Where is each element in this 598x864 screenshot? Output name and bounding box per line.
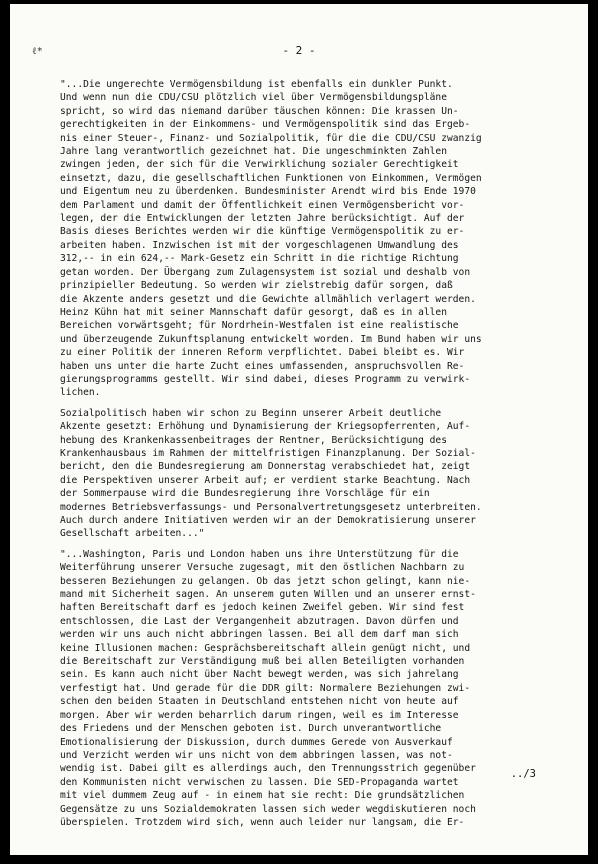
text-line: bericht, den die Bundesregierung am Donnerstag verabschiedet hat, zeigt [60, 461, 471, 473]
text-line: Sozialpolitisch haben wir schon zu Beginn unserer Arbeit deutliche [60, 407, 442, 419]
text-line: zwingen jeden, der sich für die Verwirklichung sozialer Gerechtigkeit [60, 159, 459, 171]
text-line: zu einer Politik der inneren Reform verpflichtet. Dabei bleibt es. Wir [60, 347, 465, 359]
corner-mark: ℓ* [32, 46, 43, 57]
text-line: wendig ist. Dabei gilt es allerdings auch, den Trennungsstrich gegenüber [60, 763, 476, 775]
text-line: dem Parlament und damit der Öffentlichkeit einen Vermögensbericht vor- [60, 199, 465, 211]
text-line: Gesellschaft arbeiten..." [60, 528, 205, 540]
text-line: lichen. [60, 387, 101, 399]
text-line: hebung des Krankenkassenbeitrages der Rentner, Berücksichtigung des [60, 434, 447, 446]
text-line: besseren Beziehungen zu gelangen. Ob das jetzt schon gelingt, kann nie- [60, 575, 471, 587]
page-number: - 2 - [282, 44, 316, 57]
text-line: mit viel dummem Zeug auf - in einem hat sie recht: Die grundsätzlichen [60, 790, 465, 802]
text-line: Auch durch andere Initiativen werden wir an der Demokratisierung unserer [60, 515, 476, 526]
text-line: 312,-- in ein 624,-- Mark-Gesetz ein Schritt in die richtige Richtung [60, 253, 459, 265]
text-line: nis einer Steuer-, Finanz- und Sozialpolitik, für die die CDU/CSU zwanzig [60, 132, 482, 144]
text-line: Akzente gesetzt: Erhöhung und Dynamisierung der Kriegsopferrenten, Auf- [60, 421, 471, 433]
text-line: Weiterführung unserer Versuche zugesagt, mit den östlichen Nachbarn zu [60, 562, 465, 574]
text-line: und Verzicht werden wir uns nicht von dem abbringen lassen, was not- [60, 749, 453, 761]
text-line: modernes Betriebsverfassungs- und Personalvertretungsgesetz unterbreiten. [60, 501, 482, 513]
text-line: keine Illusionen machen: Gesprächsbereitschaft allein genügt nicht, und [60, 642, 471, 654]
text-line: Emotionalisierung der Diskussion, durch dummes Gerede von Ausverkauf [60, 736, 453, 748]
text-line: gierungsprogramms gestellt. Wir sind dabei, dieses Programm zu verwirk- [60, 373, 471, 385]
text-line: Gegensätze zu uns Sozialdemokraten lassen sich weder wegdiskutieren noch [60, 803, 476, 815]
text-line: legen, der die Entwicklungen der letzten Jahre berücksichtigt. Auf der [60, 213, 465, 225]
paragraph-social-policy [60, 407, 580, 541]
text-line: spricht, so wird das niemand darüber täuschen können: Die krassen Un- [60, 105, 459, 117]
text-line: überspielen. Trotzdem wird sich, wenn auch leider nur langsam, die Er- [60, 816, 465, 828]
text-line: getan worden. Der Übergang zum Zulagensystem ist sozial und deshalb von [60, 266, 471, 278]
text-line: werden wir uns auch nicht abbringen lassen. Bei all dem darf man sich [60, 629, 459, 641]
text-line: die Perspektiven unserer Arbeit auf; er verdient starke Beachtung. Nach [60, 474, 471, 486]
text-line: Und wenn nun die CDU/CSU plötzlich viel über Vermögensbildungspläne [60, 92, 447, 104]
text-line: Krankenhausbaus im Rahmen der mittelfristigen Finanzplanung. Der Sozial- [60, 447, 476, 459]
continuation-marker: ../3 [510, 768, 536, 780]
paragraph-property-formation [60, 78, 580, 400]
text-line: die Bereitschaft zur Verständigung muß bei allen Beteiligten vorhanden [60, 656, 465, 668]
text-line: verfestigt hat. Und gerade für die DDR gilt: Normalere Beziehungen zwi- [60, 682, 471, 694]
text-line: einsetzt, dazu, die gesellschaftlichen Funktionen von Einkommen, Vermögen [60, 172, 482, 184]
text-line: den Kommunisten nicht verwischen zu lassen. Die SED-Propaganda wartet [60, 776, 459, 788]
text-line: Heinz Kühn hat mit seiner Mannschaft dafür gesorgt, daß es in allen [60, 306, 447, 318]
text-line: der Sommerpause wird die Bundesregierung ihre Vorschläge für ein [60, 488, 430, 500]
text-line: Bereichen vorwärtsgeht; für Nordrhein-Westfalen ist eine realistische [60, 320, 459, 332]
text-line: die Akzente anders gesetzt und die Gewichte allmählich verlagert werden. [60, 293, 476, 305]
text-line: arbeiten haben. Inzwischen ist mit der vorgeschlagenen Umwandlung des [60, 239, 459, 251]
text-line: haften Bereitschaft darf es jedoch keinen Zweifel geben. Wir sind fest [60, 602, 465, 614]
text-line: schen den beiden Staaten in Deutschland entstehen nicht von heute auf [60, 696, 459, 708]
text-line: prinzipieller Bedeutung. So werden wir zielstrebig dafür sorgen, daß [60, 280, 453, 292]
text-line: "...Washington, Paris und London haben uns ihre Unterstützung für die [60, 548, 459, 560]
text-line: haben uns unter die harte Zucht eines umfassenden, anspruchsvollen Re- [60, 360, 465, 372]
text-line: Basis dieses Berichtes werden wir die künftige Vermögenspolitik zu er- [60, 226, 465, 238]
document-body [60, 78, 580, 835]
text-line: des Friedens und der Menschen geboten ist. Durch unverantwortliche [60, 723, 442, 735]
text-line: und Eigentum neu zu überdenken. Bundesminister Arendt wird bis Ende 1970 [60, 186, 476, 198]
text-line: sein. Es kann auch nicht über Nacht bewegt werden, was sich jahrelang [60, 669, 459, 681]
text-line: entschlossen, die Last der Vergangenheit abzutragen. Davon dürfen und [60, 615, 459, 627]
text-line: mand mit Sicherheit sagen. An unserem guten Willen und an unserer ernst- [60, 589, 476, 601]
paragraph-foreign-policy [60, 548, 580, 830]
text-line: Jahre lang verantwortlich gezeichnet hat. Die ungeschminkten Zahlen [60, 146, 447, 158]
text-line: gerechtigkeiten in der Einkommens- und Vermögenspolitik sind das Ergeb- [60, 119, 471, 131]
text-line: "...Die ungerechte Vermögensbildung ist ebenfalls ein dunkler Punkt. [60, 79, 453, 90]
text-line: und überzeugende Zukunftsplanung entwickelt worden. Im Bund haben wir uns [60, 333, 482, 345]
document-page [10, 4, 588, 855]
text-line: morgen. Aber wir werden beharrlich darum ringen, weil es im Interesse [60, 709, 459, 721]
